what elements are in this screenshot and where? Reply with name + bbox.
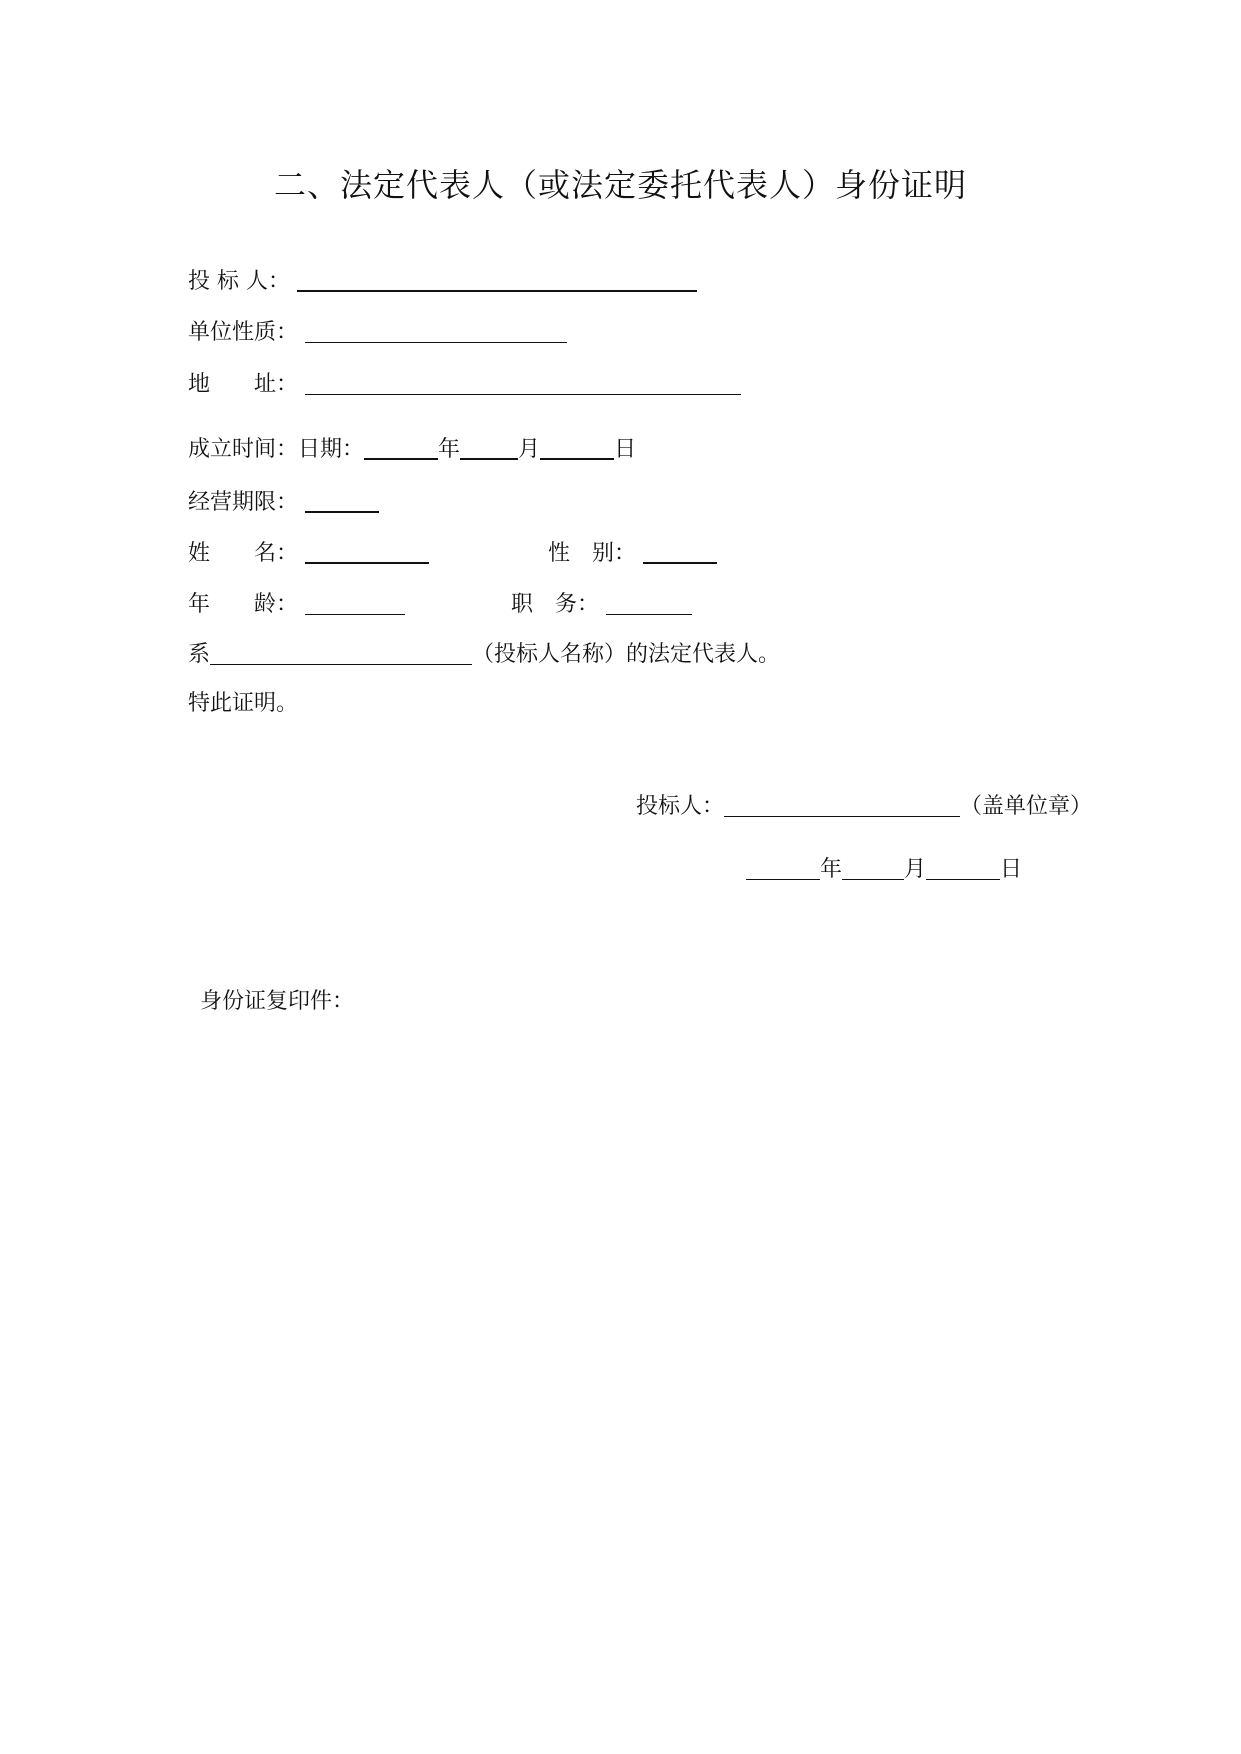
seal-note: （盖单位章） — [960, 794, 1093, 819]
bidder-label: 投 标 人： — [188, 269, 290, 294]
signature-month-label: 月 — [904, 857, 927, 882]
id-copy-label: 身份证复印件： — [200, 989, 355, 1014]
bidder-blank[interactable] — [297, 266, 697, 292]
bidder-row — [188, 266, 697, 296]
certify-text: 特此证明。 — [188, 691, 299, 716]
date-label: 日期： — [298, 437, 365, 462]
signature-year-label: 年 — [820, 857, 843, 882]
established-year-blank[interactable] — [364, 434, 438, 460]
signature-bidder-row — [636, 792, 1092, 821]
position-label: 职 务： — [511, 592, 600, 617]
unit-nature-row — [188, 318, 567, 347]
year-label: 年 — [438, 437, 461, 462]
address-row — [188, 370, 741, 399]
gender-blank[interactable] — [643, 538, 717, 564]
established-month-blank[interactable] — [460, 434, 518, 460]
day-label: 日 — [614, 437, 637, 462]
age-row — [188, 590, 405, 619]
signature-year-blank[interactable] — [746, 855, 820, 880]
signature-bidder-blank[interactable] — [724, 792, 960, 817]
statement-prefix: 系 — [188, 642, 211, 667]
term-label: 经营期限： — [188, 490, 299, 515]
signature-day-label: 日 — [1000, 857, 1023, 882]
position-blank[interactable] — [606, 590, 692, 615]
signature-month-blank[interactable] — [842, 855, 904, 880]
signature-date-row — [746, 855, 1022, 884]
age-blank[interactable] — [305, 590, 405, 615]
signature-bidder-label: 投标人： — [636, 794, 725, 819]
age-label: 年 龄： — [188, 592, 299, 617]
gender-row — [548, 538, 717, 568]
address-label: 地 址： — [188, 372, 299, 397]
term-row — [188, 487, 379, 517]
unit-nature-label: 单位性质： — [188, 320, 299, 345]
position-row — [511, 590, 692, 619]
term-blank[interactable] — [305, 487, 379, 513]
unit-nature-blank[interactable] — [305, 318, 567, 343]
statement-suffix: （投标人名称）的法定代表人。 — [472, 642, 781, 667]
name-blank[interactable] — [305, 538, 429, 564]
established-day-blank[interactable] — [540, 434, 614, 460]
name-row — [188, 538, 429, 568]
established-row — [188, 434, 636, 464]
company-name-blank[interactable] — [210, 640, 472, 665]
signature-day-blank[interactable] — [926, 855, 1000, 880]
gender-label: 性 别： — [548, 541, 637, 566]
address-blank[interactable] — [305, 370, 741, 395]
established-label: 成立时间： — [188, 437, 299, 462]
statement-row — [188, 640, 780, 669]
month-label: 月 — [518, 437, 541, 462]
name-label: 姓 名： — [188, 541, 299, 566]
page-title: 二、法定代表人（或法定委托代表人）身份证明 — [273, 166, 967, 204]
